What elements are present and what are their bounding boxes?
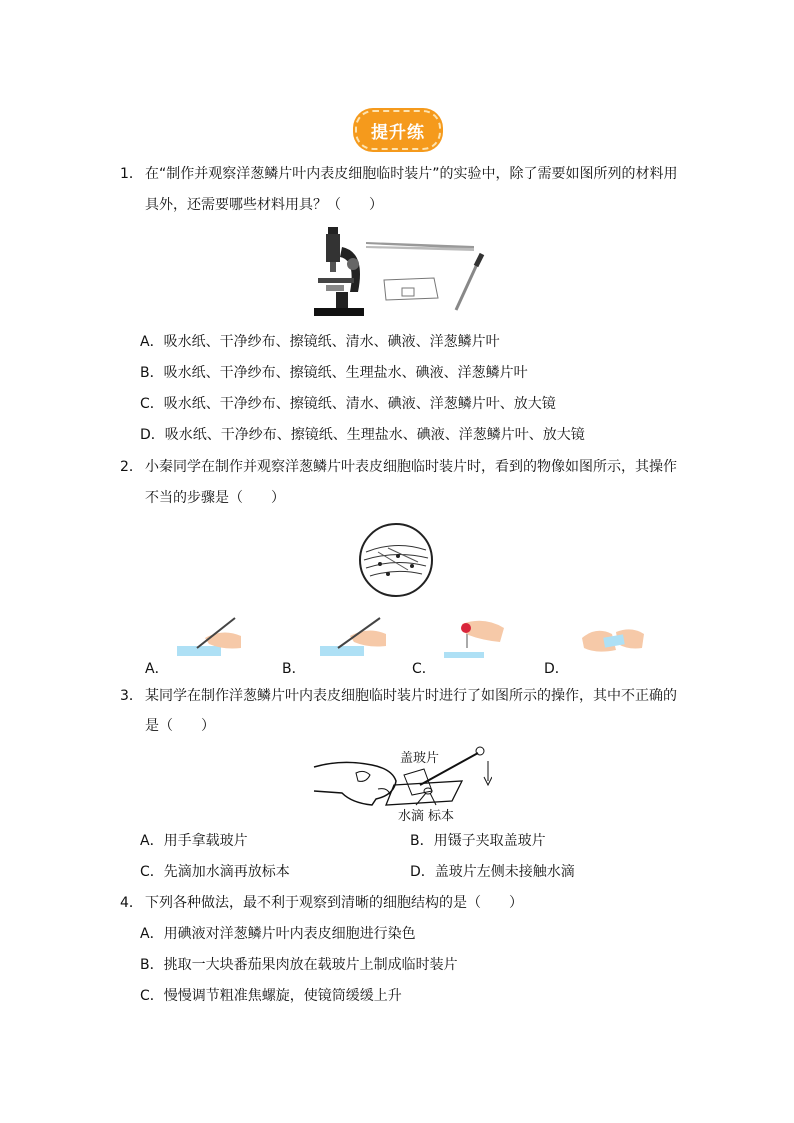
q1-option-a: A．吸水纸、干净纱布、擦镜纸、清水、碘液、洋葱鳞片叶 <box>140 334 500 350</box>
q2-microscope-view-figure <box>358 522 434 598</box>
q3-option-d: D．盖玻片左侧未接触水滴 <box>410 864 575 880</box>
q2-choice-d-image <box>576 614 646 662</box>
q1-option-b: B．吸水纸、干净纱布、擦镜纸、生理盐水、碘液、洋葱鳞片叶 <box>140 365 528 381</box>
q2-choice-c-image <box>440 614 510 662</box>
section-title: 提升练 <box>371 122 425 143</box>
q3-number: 3． <box>120 688 143 704</box>
q4-stem-line1: 下列各种做法，最不利于观察到清晰的细胞结构的是（ ） <box>145 895 523 911</box>
q4-option-a: A．用碘液对洋葱鳞片叶内表皮细胞进行染色 <box>140 926 416 942</box>
q3-option-a: A．用手拿载玻片 <box>140 833 248 849</box>
q4-option-b: B．挑取一大块番茄果肉放在载玻片上制成临时装片 <box>140 957 458 973</box>
tweezers-image <box>366 242 474 251</box>
q2-stem-line2: 不当的步骤是（ ） <box>145 490 285 506</box>
q2-choice-b-image <box>318 614 388 662</box>
q2-choice-a-label: A． <box>145 661 169 677</box>
q3-stem-line2: 是（ ） <box>145 718 215 734</box>
q2-choice-b-label: B． <box>282 661 306 677</box>
q3-stem-line1: 某同学在制作洋葱鳞片叶内表皮细胞临时装片时进行了如图所示的操作，其中不正确的 <box>145 688 677 704</box>
q1-stem-line1: 在“制作并观察洋葱鳞片叶内表皮细胞临时装片”的实验中，除了需要如图所列的材料用 <box>145 166 678 182</box>
q2-number: 2． <box>120 459 143 475</box>
q4-number: 4． <box>120 895 143 911</box>
q1-option-c: C．吸水纸、干净纱布、擦镜纸、清水、碘液、洋葱鳞片叶、放大镜 <box>140 396 556 412</box>
q1-number: 1． <box>120 166 143 182</box>
q3-label-coverslip: 盖玻片 <box>400 751 440 766</box>
microscope-image <box>314 227 364 316</box>
section-title-badge <box>355 110 441 150</box>
q1-stem-line2: 具外，还需要哪些材料用具？（ ） <box>145 197 383 213</box>
q2-choice-d-label: D． <box>544 661 569 677</box>
q1-equipment-figure <box>306 222 486 322</box>
q2-stem-line1: 小秦同学在制作并观察洋葱鳞片叶表皮细胞临时装片时，看到的物像如图所示，其操作 <box>145 459 677 475</box>
q2-choice-c-label: C． <box>412 661 436 677</box>
q1-option-d: D．吸水纸、干净纱布、擦镜纸、生理盐水、碘液、洋葱鳞片叶、放大镜 <box>140 427 585 443</box>
slide-image <box>384 278 438 300</box>
q2-choice-a-image <box>175 614 245 662</box>
q3-option-c: C．先滴加水滴再放标本 <box>140 864 290 880</box>
q3-label-water-drop: 水滴 <box>398 809 425 824</box>
q4-option-c: C．慢慢调节粗准焦螺旋，使镜筒缓缓上升 <box>140 988 402 1004</box>
dropper-image <box>456 254 482 310</box>
q3-label-specimen: 标本 <box>428 809 455 824</box>
q3-option-b: B．用镊子夹取盖玻片 <box>410 833 546 849</box>
